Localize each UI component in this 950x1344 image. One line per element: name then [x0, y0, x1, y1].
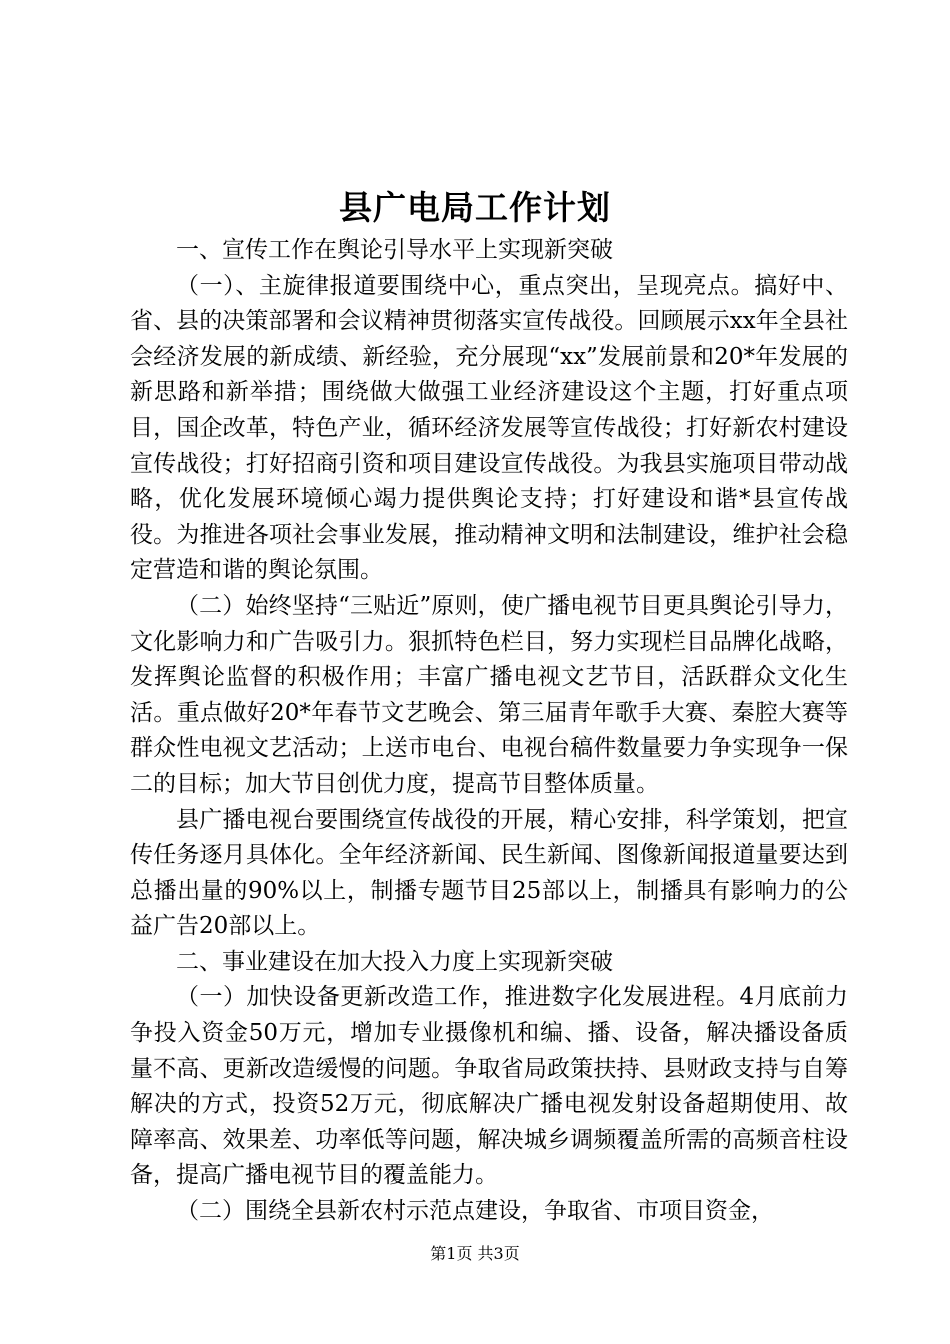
heading-section-2: 二、事业建设在加大投入力度上实现新突破 — [176, 948, 613, 975]
paragraph-1-1: （一）、主旋律报道要围绕中心，重点突出，呈现亮点。搞好中、省、县的决策部署和会议精神贯彻落实宣传战役。回顾展示xx年全县社会经济发展的新成绩、新经验，充分展现“xx”发展前景和20*年发展的新思路和新举措；围绕做大做强工业经济建设这个主题，打好重点项目，国企改革，特色产业，循环经济发展等宣传战役；打好新农村建设宣传战役；打好招商引资和项目建设宣传战役。为我县实施项目带动战略，优化发展环境倾心竭力提供舆论支持；打好建设和谐*县宣传战役。为推进各项社会事业发展，推动精神文明和法制建设，维护社会稳定营造和谐的舆论氛围。 — [130, 272, 848, 584]
page-number-footer: 第1页 共3页 — [430, 1244, 520, 1263]
document-title: 县广电局工作计划 — [339, 188, 611, 227]
paragraph-1-2: （二）始终坚持“三贴近”原则，使广播电视节目更具舆论引导力，文化影响力和广告吸引力。狠抓特色栏目，努力实现栏目品牌化战略，发挥舆论监督的积极作用；丰富广播电视文艺节目，活跃群众文化生活。重点做好20*年春节文艺晚会、第三届青年歌手大赛、秦腔大赛等群众性电视文艺活动；上送市电台、电视台稿件数量要力争实现争一保二的目标；加大节目创优力度，提高节目整体质量。 — [130, 592, 848, 797]
heading-section-1: 一、宣传工作在舆论引导水平上实现新突破 — [176, 237, 613, 263]
document-body — [130, 233, 848, 1230]
paragraph-1-3: 县广播电视台要围绕宣传战役的开展，精心安排，科学策划，把宣传任务逐月具体化。全年经济新闻、民生新闻、图像新闻报道量要达到总播出量的90%以上，制播专题节目25部以上，制播具有影响力的公益广告20部以上。 — [130, 806, 848, 940]
paragraph-2-1: （一）加快设备更新改造工作，推进数字化发展进程。4月底前力争投入资金50万元，增加专业摄像机和编、播、设备，解决播设备质量不高、更新改造缓慢的问题。争取省局政策扶持、县财政支持与自筹解决的方式，投资52万元，彻底解决广播电视发射设备超期使用、故障率高、效果差、功率低等问题，解决城乡调频覆盖所需的高频音柱设备，提高广播电视节目的覆盖能力。 — [130, 984, 848, 1189]
paragraph-2-2: （二）围绕全县新农村示范点建设，争取省、市项目资金， — [176, 1198, 774, 1225]
